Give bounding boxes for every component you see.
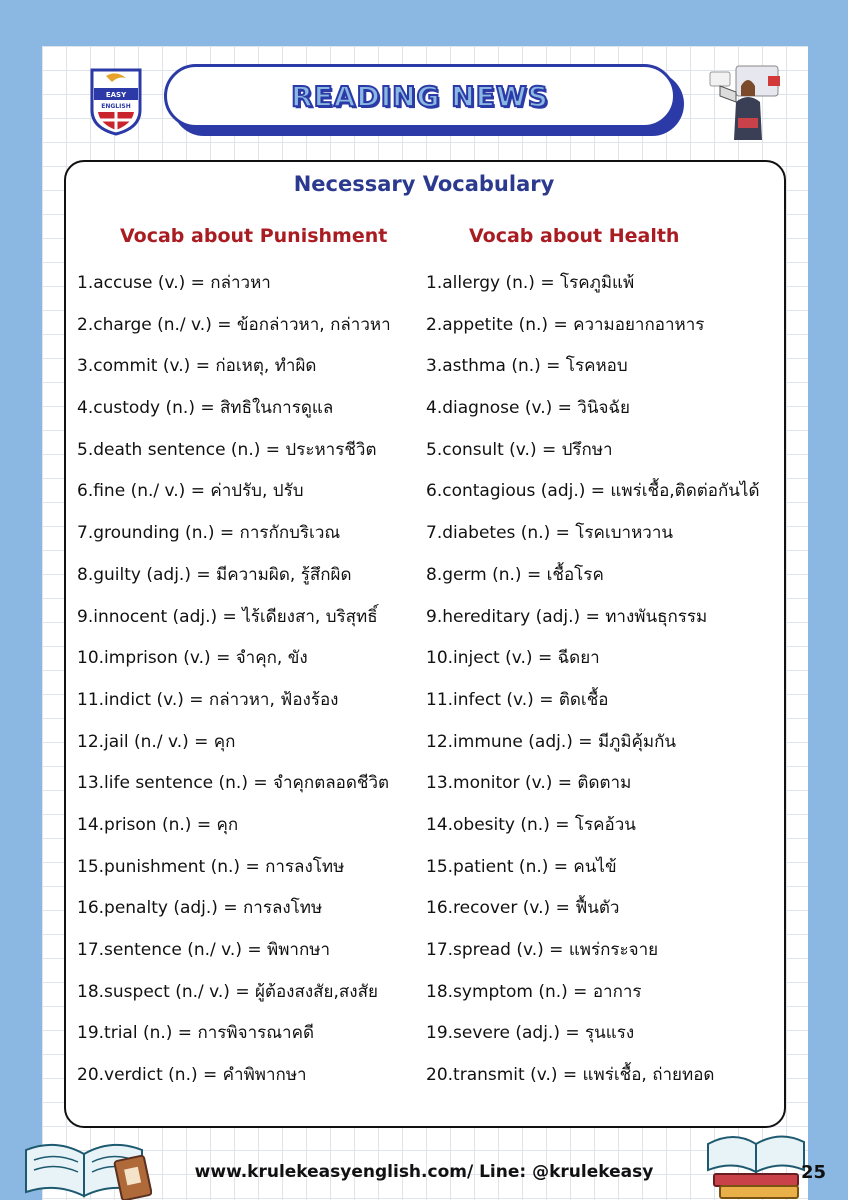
vocab-item: 13.life sentence (n.) = จำคุกตลอดชีวิต bbox=[77, 773, 390, 794]
svg-text:ENGLISH: ENGLISH bbox=[101, 103, 131, 110]
vocab-item: 5.death sentence (n.) = ประหารชีวิต bbox=[77, 439, 377, 460]
vocab-item: 9.innocent (adj.) = ไร้เดียงสา, บริสุทธิ์ bbox=[77, 606, 378, 627]
vocab-item: 4.diagnose (v.) = วินิจฉัย bbox=[426, 398, 630, 419]
vocab-item: 20.verdict (n.) = คำพิพากษา bbox=[77, 1065, 307, 1086]
vocab-item: 12.jail (n./ v.) = คุก bbox=[77, 731, 236, 752]
vocab-item: 20.transmit (v.) = แพร่เชื้อ, ถ่ายทอด bbox=[426, 1065, 715, 1086]
vocab-item: 18.suspect (n./ v.) = ผู้ต้องสงสัย,สงสัย bbox=[77, 981, 378, 1002]
page-title: READING NEWS bbox=[291, 79, 549, 113]
vocab-item: 13.monitor (v.) = ติดตาม bbox=[426, 773, 632, 794]
svg-text:EASY: EASY bbox=[105, 91, 127, 99]
vocab-item: 15.patient (n.) = คนไข้ bbox=[426, 856, 617, 877]
vocab-item: 17.spread (v.) = แพร่กระจาย bbox=[426, 940, 659, 960]
vocab-item: 3.asthma (n.) = โรคหอบ bbox=[426, 356, 628, 377]
book-stack-illustration bbox=[700, 1120, 810, 1200]
vocab-item: 15.punishment (n.) = การลงโทษ bbox=[77, 856, 345, 877]
vocab-item: 19.severe (adj.) = รุนแรง bbox=[426, 1023, 635, 1044]
vocab-item: 16.recover (v.) = ฟื้นตัว bbox=[426, 898, 620, 919]
presenter-megaphone-illustration bbox=[706, 62, 782, 142]
health-list bbox=[426, 270, 760, 1104]
vocab-item: 17.sentence (n./ v.) = พิพากษา bbox=[77, 940, 331, 960]
vocab-item: 14.prison (n.) = คุก bbox=[77, 814, 239, 835]
vocab-item: 1.allergy (n.) = โรคภูมิแพ้ bbox=[426, 273, 635, 293]
health-heading: Vocab about Health bbox=[469, 225, 680, 247]
vocab-item: 4.custody (n.) = สิทธิในการดูแล bbox=[77, 398, 334, 419]
vocab-item: 8.guilty (adj.) = มีความผิด, รู้สึกผิด bbox=[77, 564, 352, 585]
vocab-item: 6.fine (n./ v.) = ค่าปรับ, ปรับ bbox=[77, 481, 304, 502]
vocab-item: 18.symptom (n.) = อาการ bbox=[426, 981, 642, 1002]
header-banner bbox=[164, 64, 676, 128]
card-title: Necessary Vocabulary bbox=[293, 172, 555, 196]
vocab-item: 9.hereditary (adj.) = ทางพันธุกรรม bbox=[426, 606, 708, 627]
vocab-item: 2.appetite (n.) = ความอยากอาหาร bbox=[426, 314, 705, 335]
vocab-item: 11.infect (v.) = ติดเชื้อ bbox=[426, 689, 609, 710]
vocab-item: 5.consult (v.) = ปรึกษา bbox=[426, 439, 613, 460]
vocab-item: 1.accuse (v.) = กล่าวหา bbox=[77, 273, 271, 293]
punishment-list bbox=[77, 270, 391, 1104]
open-book-illustration bbox=[22, 1120, 152, 1200]
vocab-item: 19.trial (n.) = การพิจารณาคดี bbox=[77, 1023, 314, 1044]
vocab-item: 8.germ (n.) = เชื้อโรค bbox=[426, 564, 604, 585]
vocab-item: 2.charge (n./ v.) = ข้อกล่าวหา, กล่าวหา bbox=[77, 314, 391, 335]
easy-english-logo bbox=[88, 66, 144, 136]
footer-contact: www.krulekeasyenglish.com/ Line: @krulekeasy bbox=[194, 1162, 654, 1182]
vocab-item: 11.indict (v.) = กล่าวหา, ฟ้องร้อง bbox=[77, 689, 339, 710]
vocab-item: 3.commit (v.) = ก่อเหตุ, ทำผิด bbox=[77, 356, 317, 377]
punishment-heading: Vocab about Punishment bbox=[120, 225, 388, 247]
vocab-item: 16.penalty (adj.) = การลงโทษ bbox=[77, 898, 323, 919]
vocab-item: 14.obesity (n.) = โรคอ้วน bbox=[426, 814, 636, 835]
vocab-item: 6.contagious (adj.) = แพร่เชื้อ,ติดต่อกันได้ bbox=[426, 481, 760, 502]
vocab-item: 7.grounding (n.) = การกักบริเวณ bbox=[77, 523, 341, 544]
vocab-item: 7.diabetes (n.) = โรคเบาหวาน bbox=[426, 523, 673, 544]
page-number: 25 bbox=[800, 1162, 826, 1183]
vocab-item: 10.imprison (v.) = จำคุก, ขัง bbox=[77, 648, 308, 669]
vocab-item: 12.immune (adj.) = มีภูมิคุ้มกัน bbox=[426, 731, 677, 752]
vocab-item: 10.inject (v.) = ฉีดยา bbox=[426, 648, 600, 669]
